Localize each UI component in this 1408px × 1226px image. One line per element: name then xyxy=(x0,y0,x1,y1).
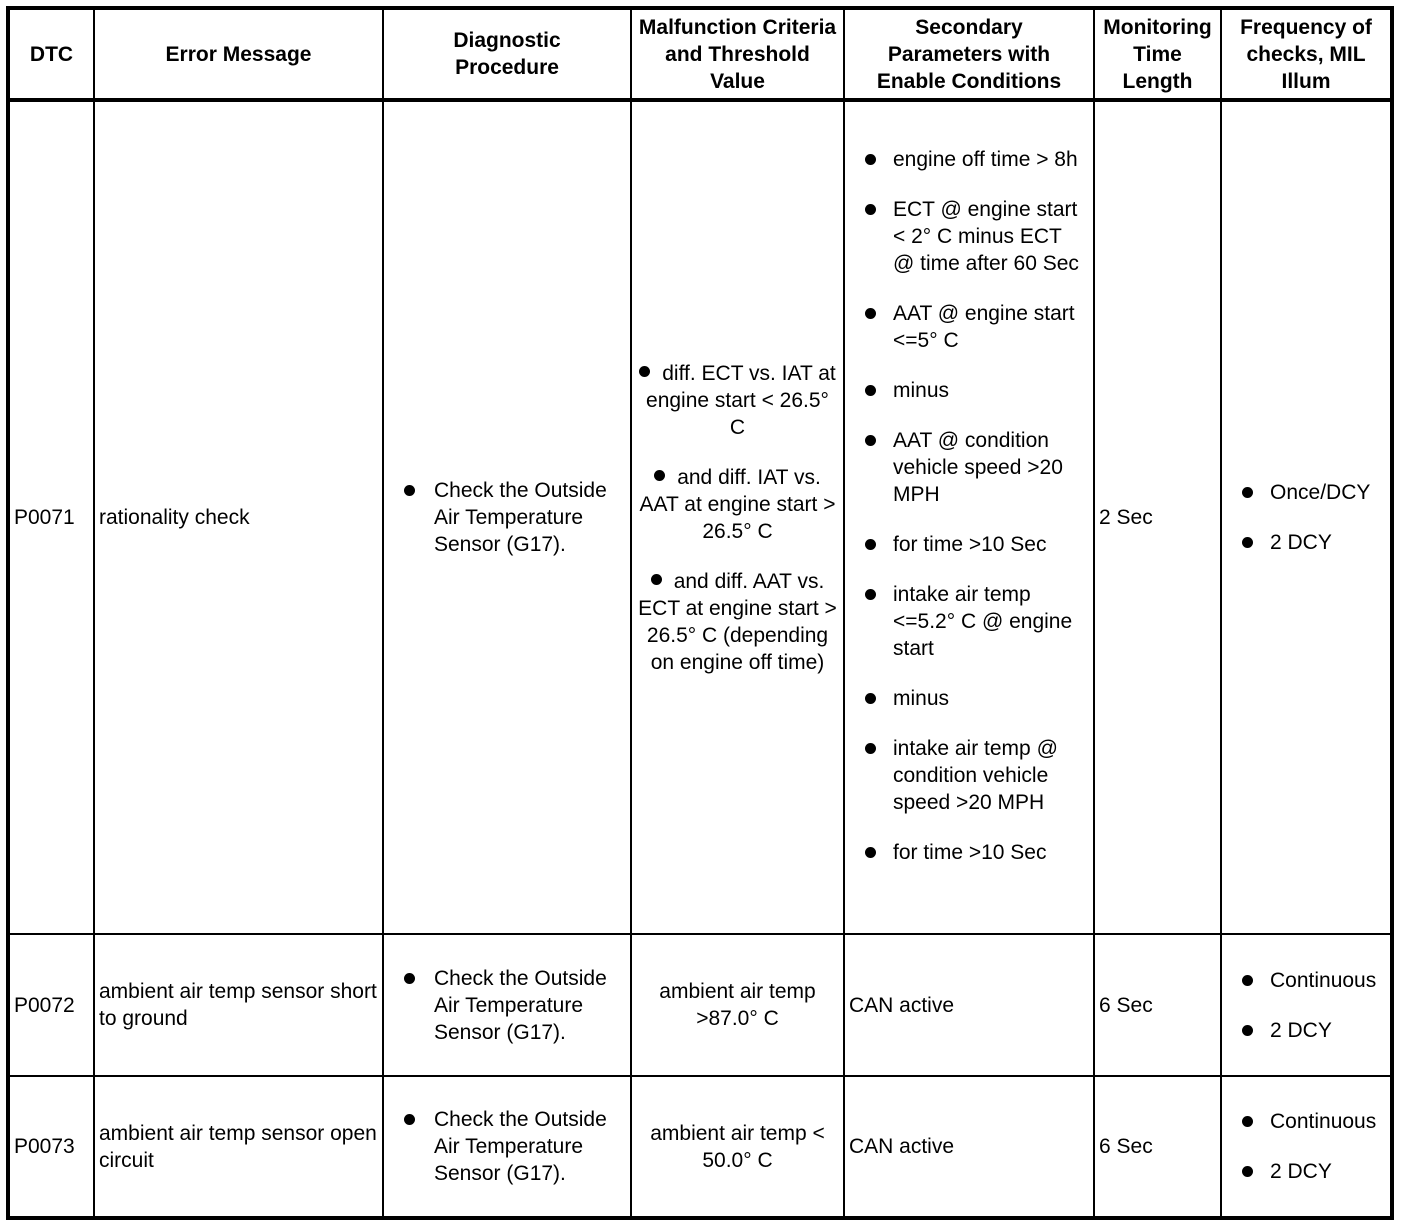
secondary-parameters xyxy=(844,100,1094,934)
header-secondary-parameters: Secondary Parameters with Enable Conditions xyxy=(844,8,1094,100)
list-item: intake air temp <=5.2° C @ engine start xyxy=(863,581,1087,662)
list-item: and diff. IAT vs. AAT at engine start > 26.5° C xyxy=(639,465,836,543)
list-item: minus xyxy=(863,377,1087,404)
header-row xyxy=(8,8,1392,100)
error-message: ambient air temp sensor open circuit xyxy=(94,1076,383,1218)
header-diagnostic-procedure: Diagnostic Procedure xyxy=(383,8,631,100)
table-row xyxy=(8,934,1392,1076)
list-item: AAT @ engine start <=5° C xyxy=(863,300,1087,354)
list-item: AAT @ condition vehicle speed >20 MPH xyxy=(863,427,1087,508)
list-item: intake air temp @ condition vehicle speed >20 MPH xyxy=(863,735,1087,816)
list-item: engine off time > 8h xyxy=(863,146,1087,173)
header-dtc: DTC xyxy=(8,8,94,100)
monitoring-time: 2 Sec xyxy=(1094,100,1221,934)
list-item: for time >10 Sec xyxy=(863,839,1087,866)
diagnostic-procedure xyxy=(383,1076,631,1218)
monitoring-time: 6 Sec xyxy=(1094,1076,1221,1218)
frequency xyxy=(1221,934,1392,1076)
malfunction-criteria: ambient air temp < 50.0° C xyxy=(631,1076,844,1218)
error-message: rationality check xyxy=(94,100,383,934)
bullet-icon xyxy=(639,366,650,377)
list-item: diff. ECT vs. IAT at engine start < 26.5° C xyxy=(636,360,839,441)
list-item: Once/DCY xyxy=(1226,479,1386,506)
header-frequency: Frequency of checks, MIL Illum xyxy=(1221,8,1392,100)
dtc-code: P0073 xyxy=(8,1076,94,1218)
bullet-icon xyxy=(651,574,662,585)
list-item: 2 DCY xyxy=(1226,1158,1386,1185)
dtc-code: P0071 xyxy=(8,100,94,934)
header-malfunction-criteria: Malfunction Criteria and Threshold Value xyxy=(631,8,844,100)
secondary-parameters: CAN active xyxy=(844,934,1094,1076)
malfunction-criteria: ambient air temp >87.0° C xyxy=(631,934,844,1076)
table-row xyxy=(8,100,1392,934)
list-item: and diff. AAT vs. ECT at engine start > 26.5° C (depending on engine off time) xyxy=(638,569,837,674)
list-item: Continuous xyxy=(1226,967,1386,994)
frequency xyxy=(1221,100,1392,934)
bullet-icon xyxy=(654,470,665,481)
diagnostic-procedure xyxy=(383,934,631,1076)
list-item: Continuous xyxy=(1226,1108,1386,1135)
list-item: ECT @ engine start < 2° C minus ECT @ time after 60 Sec xyxy=(863,196,1087,277)
monitoring-time: 6 Sec xyxy=(1094,934,1221,1076)
error-message: ambient air temp sensor short to ground xyxy=(94,934,383,1076)
list-item: minus xyxy=(863,685,1087,712)
secondary-parameters: CAN active xyxy=(844,1076,1094,1218)
list-item: for time >10 Sec xyxy=(863,531,1087,558)
list-item: Check the Outside Air Temperature Sensor (G17). xyxy=(388,965,626,1046)
header-error-message: Error Message xyxy=(94,8,383,100)
malfunction-criteria xyxy=(631,100,844,934)
diagnostic-procedure xyxy=(383,100,631,934)
list-item: Check the Outside Air Temperature Sensor (G17). xyxy=(388,1106,626,1187)
header-monitoring-time: Monitoring Time Length xyxy=(1094,8,1221,100)
dtc-code: P0072 xyxy=(8,934,94,1076)
list-item: Check the Outside Air Temperature Sensor (G17). xyxy=(388,477,626,558)
list-item: 2 DCY xyxy=(1226,1017,1386,1044)
table-row xyxy=(8,1076,1392,1218)
dtc-table xyxy=(6,6,1394,1220)
frequency xyxy=(1221,1076,1392,1218)
list-item: 2 DCY xyxy=(1226,529,1386,556)
